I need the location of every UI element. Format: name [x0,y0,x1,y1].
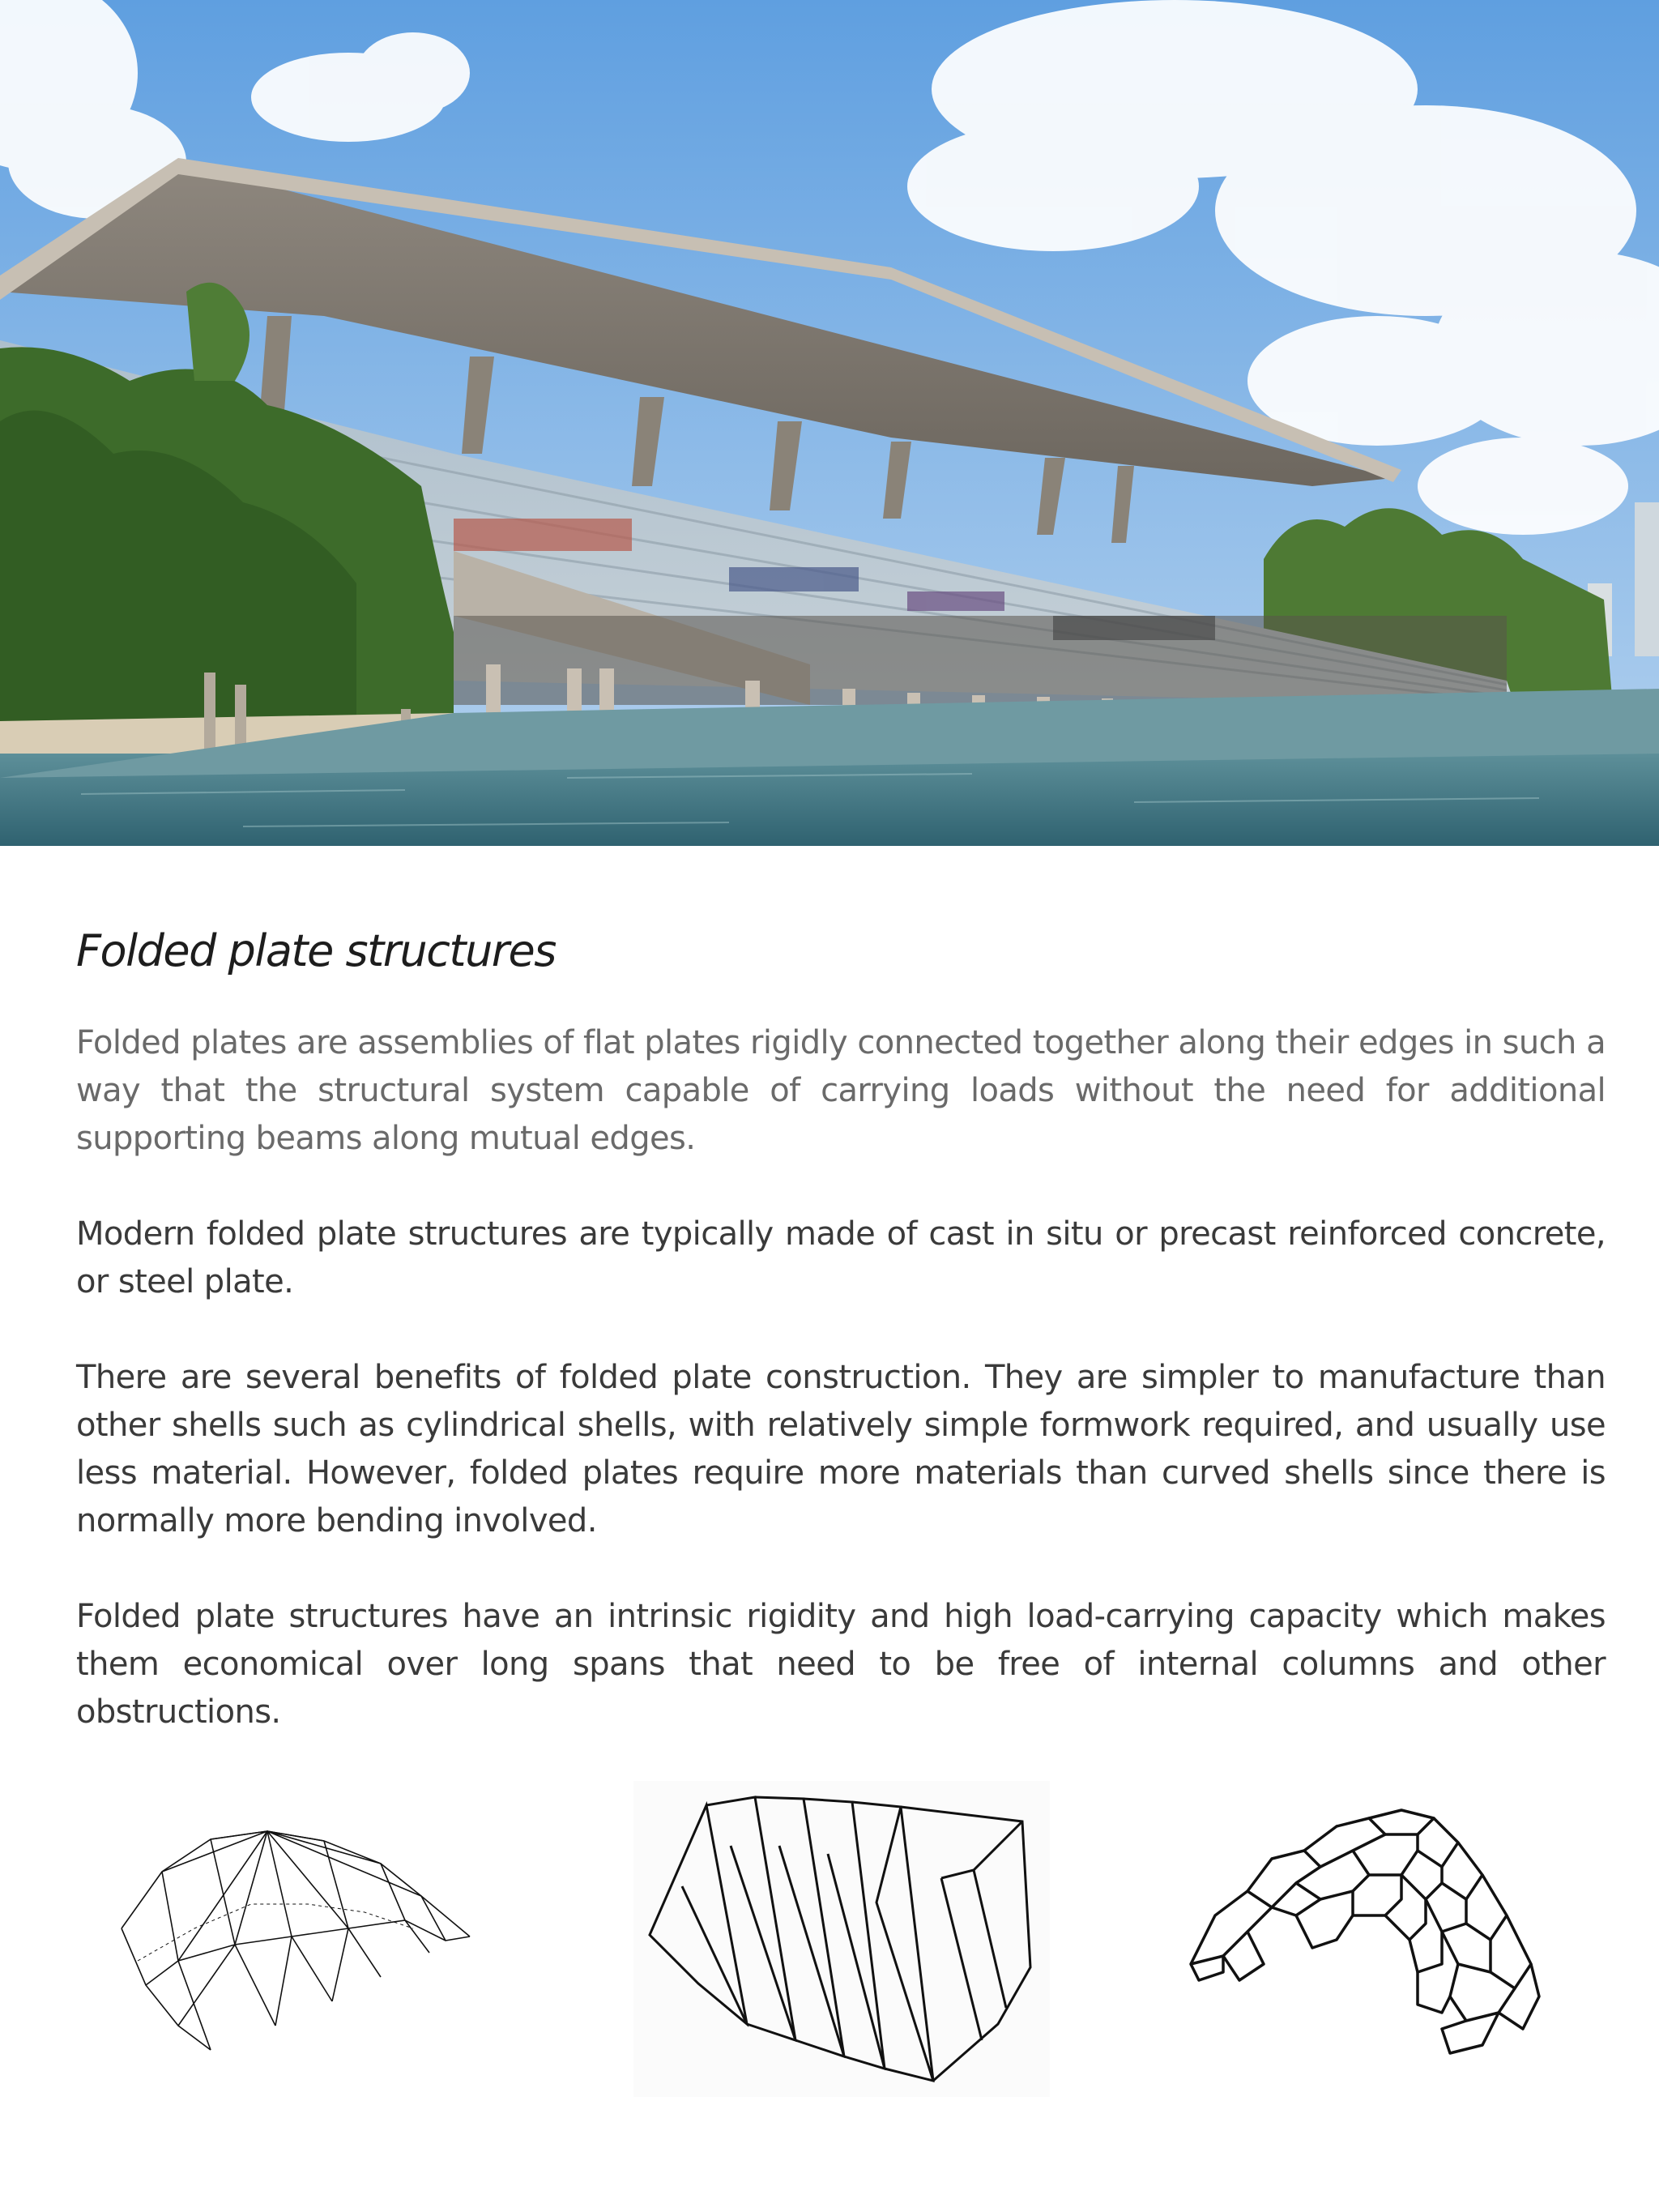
folded-vault-diagram [113,1799,486,2058]
paragraph-benefits: There are several benefits of folded plate construction. They are simpler to manufacture than other shells such as cylindrical shells, with relatively simple formwork required, and usually use less material. However, folded plates require more materials than curved shells since there is normally more bending involved. [76,1359,1606,1539]
paragraph-rigidity: Folded plate structures have an intrinsic rigidity and high load-carrying capacity which makes them economical over long spans that need to be free of internal columns and other obstructions. [76,1598,1606,1731]
paragraph-definition: Folded plates are assemblies of flat plates rigidly connected together along their edges in such a way that the structural system capable of carrying loads without the need for additional supporting beams along mutual edges. [76,1024,1606,1157]
page-title: Folded plate structures [76,925,556,976]
pleated-arch-diagram [633,1781,1050,2097]
stadium-photo [0,0,1659,846]
paragraph-materials: Modern folded plate structures are typically made of cast in situ or precast reinforced concrete, or steel plate. [76,1215,1606,1300]
folded-dome-diagram [1175,1786,1563,2077]
text-content [76,916,1606,1784]
diagram-row [0,1766,1659,2139]
